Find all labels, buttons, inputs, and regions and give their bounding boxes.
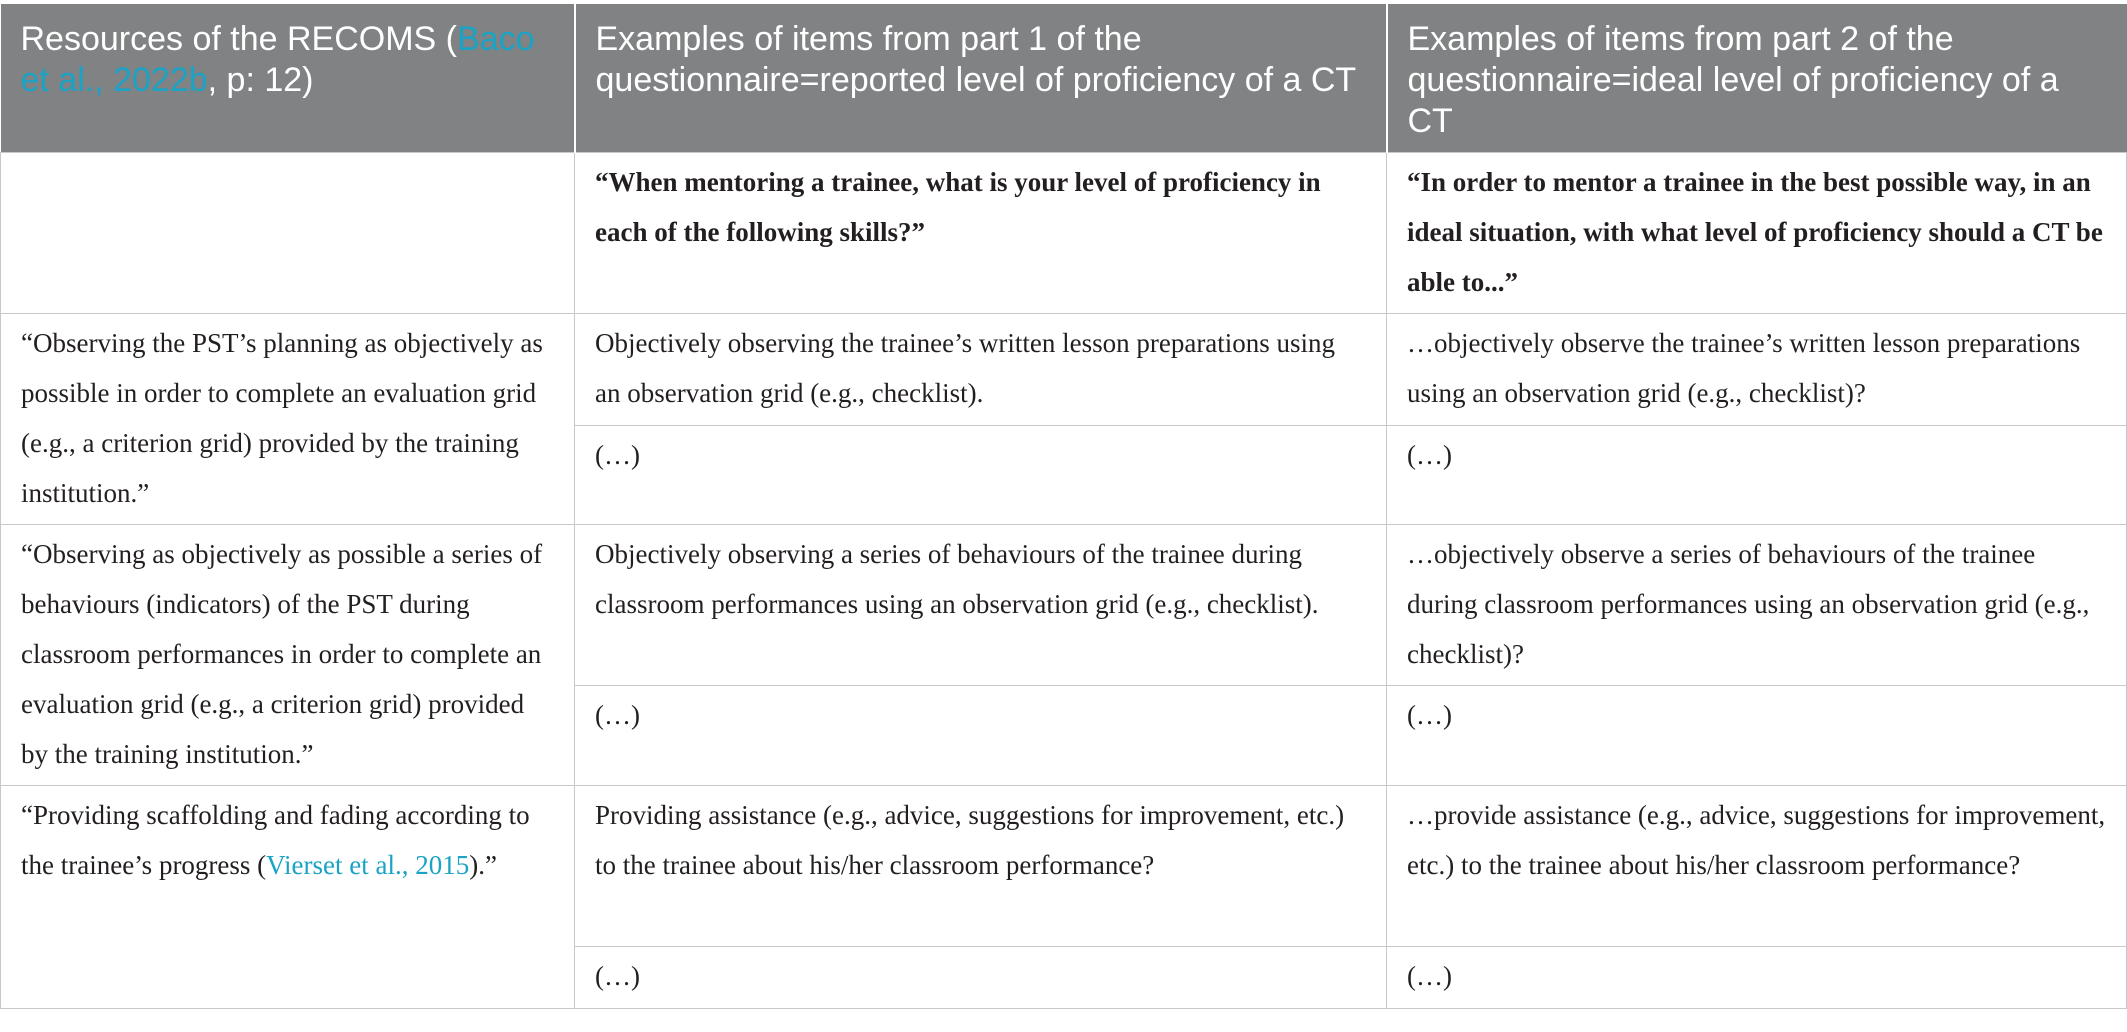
part2-item: …objectively observe the trainee’s written lesson preparations using an observation grid (e.g., checklist)? <box>1387 314 2127 426</box>
part2-item: (…) <box>1387 686 2127 786</box>
part1-item: Providing assistance (e.g., advice, suggestions for improvement, etc.) to the trainee about his/her classroom performance? <box>575 786 1387 947</box>
header-row <box>1 4 2127 153</box>
part2-item: (…) <box>1387 426 2127 525</box>
header-part2: Examples of items from part 2 of the questionnaire=ideal level of proficiency of a CT <box>1387 4 2127 153</box>
questionnaire-table <box>0 4 2127 1009</box>
resource-text: “Providing scaffolding and fading according to the trainee’s progress ( <box>21 800 530 880</box>
resource-cell: “Observing the PST’s planning as objectively as possible in order to complete an evaluation grid (e.g., a criterion grid) provided by the training institution.” <box>1 314 575 525</box>
citation-link-baco[interactable]: Baco et al., 2022b <box>20 20 535 99</box>
part1-item: (…) <box>575 426 1387 525</box>
header-resources <box>1 4 575 153</box>
table-row <box>1 525 2127 686</box>
resource-cell <box>1 786 575 1009</box>
intro-empty-cell <box>1 153 575 314</box>
resource-cell: “Observing as objectively as possible a series of behaviours (indicators) of the PST during classroom performances in order to complete an evaluation grid (e.g., a criterion grid) provided by the training institution.” <box>1 525 575 786</box>
table-row <box>1 786 2127 947</box>
part1-item: Objectively observing the trainee’s written lesson preparations using an observation grid (e.g., checklist). <box>575 314 1387 426</box>
table-row <box>1 314 2127 426</box>
part2-item: …provide assistance (e.g., advice, suggestions for improvement, etc.) to the trainee about his/her classroom performance? <box>1387 786 2127 947</box>
citation-link-vierset[interactable]: Vierset et al., 2015 <box>266 850 470 880</box>
header-resources-text: Resources of the RECOMS ( <box>20 20 457 58</box>
part2-item: …objectively observe a series of behaviours of the trainee during classroom performances using an observation grid (e.g., checklist)? <box>1387 525 2127 686</box>
header-part1: Examples of items from part 1 of the questionnaire=reported level of proficiency of a CT <box>575 4 1387 153</box>
part1-item: (…) <box>575 686 1387 786</box>
part1-item: Objectively observing a series of behaviours of the trainee during classroom performances using an observation grid (e.g., checklist). <box>575 525 1387 686</box>
intro-part2: “In order to mentor a trainee in the best possible way, in an ideal situation, with what level of proficiency should a CT be able to...” <box>1387 153 2127 314</box>
part1-item: (…) <box>575 947 1387 1009</box>
resource-text-suffix: ).” <box>469 850 497 880</box>
part2-item: (…) <box>1387 947 2127 1009</box>
header-resources-suffix: , p: 12) <box>207 61 314 99</box>
intro-row <box>1 153 2127 314</box>
intro-part1: “When mentoring a trainee, what is your level of proficiency in each of the following skills?” <box>575 153 1387 314</box>
